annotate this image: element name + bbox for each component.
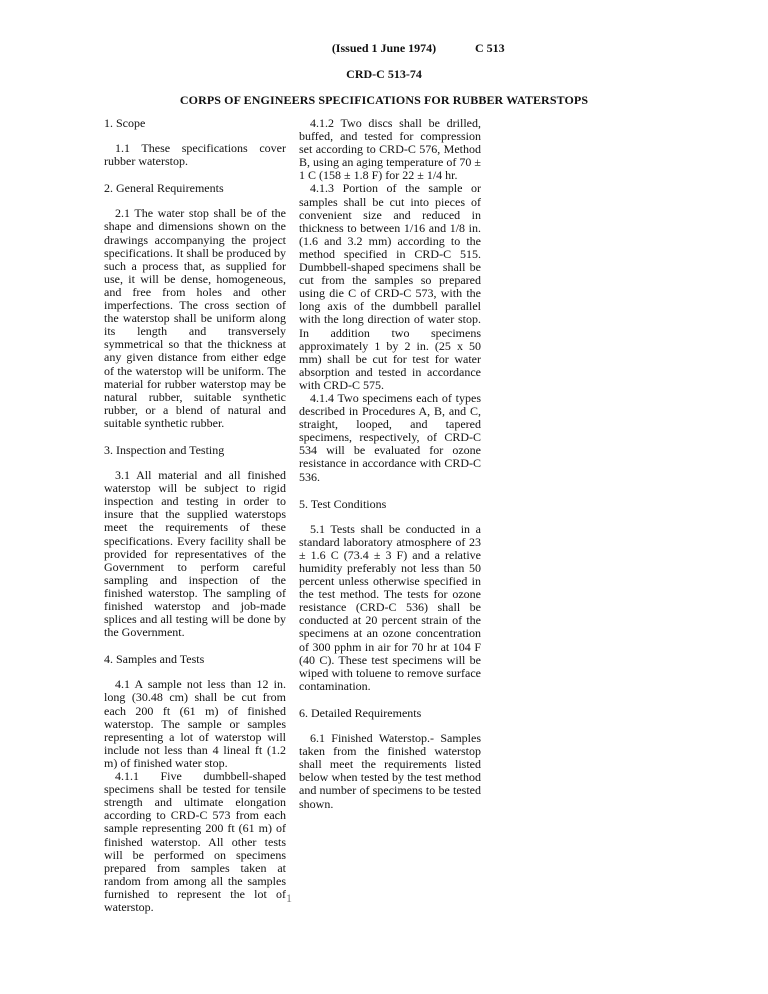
page-number: 1 — [286, 891, 292, 905]
paragraph-4-1-4: 4.1.4 Two specimens each of types described in Procedures A, B, and C, straight, looped, and tapered specimens, respectively, of CRD-C 534 will be evaluated for ozone resistance in accordance with CRD-C 536. — [299, 390, 481, 484]
paragraph-6-1: 6.1 Finished Waterstop.- Samples taken from the finished waterstop shall meet the requirements listed below when tested by the test method and number of specimens to be tested shown. — [299, 731, 481, 811]
section-heading-general: 2. General Requirements — [104, 181, 224, 196]
paragraph-2-1: 2.1 The water stop shall be of the shape and dimensions shown on the drawings accompanying the project specifications. It shall be produced by such a process that, as supplied for use, it will be dense, homogeneous, and free from holes and other imperfections. The cross section of the waterstop shall be uniform along its length and transversely symmetrical so that the thickness at any given distance from either edge of the waterstop will be uniform. The material for rubber waterstop may be natural rubber, suitable synthetic rubber, or a blend of natural and suitable synthetic rubber. — [104, 206, 286, 430]
paragraph-4-1-2: 4.1.2 Two discs shall be drilled, buffed, and tested for compression set according to CRD-C 576, Method B, using an aging temperature of 70 ± 1 C (158 ± 1.8 F) for 22 ± 1/4 hr. — [299, 116, 481, 183]
document-title: CORPS OF ENGINEERS SPECIFICATIONS FOR RUBBER WATERSTOPS — [179, 93, 589, 107]
section-heading-conditions: 5. Test Conditions — [299, 496, 387, 511]
paragraph-4-1-3: 4.1.3 Portion of the sample or samples shall be cut into pieces of convenient size and reduced in thickness to between 1/16 and 1/8 in. (1.6 and 3.2 mm) according to the method specified in CRD-C 515. Dumbbell-shaped specimens shall be cut from the samples so prepared using die C of CRD-C 573, with the long axis of the dumbbell parallel with the long direction of water stop. In addition two specimens approximately 1 by 2 in. (25 x 50 mm) shall be cut for test for water absorption and tested in accordance with CRD-C 575. — [299, 181, 481, 392]
document-code: C 513 — [475, 41, 505, 55]
right-column — [299, 117, 481, 811]
paragraph-5-1: 5.1 Tests shall be conducted in a standard laboratory atmosphere of 23 ± 1.6 C (73.4 ± 3 F) and a relative humidity preferably not less than 50 percent unless otherwise specified in the test method. The tests for ozone resistance (CRD-C 536) shall be conducted at 20 percent strain of the specimens at an ozone concentration of 300 pphm in air for 70 hr at 104 F (40 C). These test specimens will be wiped with toluene to remove surface contamination. — [299, 521, 481, 693]
paragraph-4-1: 4.1 A sample not less than 12 in. long (30.48 cm) shall be cut from each 200 ft (61 m) of finished waterstop. The sample or samples representing a lot of waterstop will include not less than 4 lineal ft (1.2 m) of finished water stop. — [104, 677, 286, 770]
section-heading-samples: 4. Samples and Tests — [104, 652, 205, 667]
section-heading-detailed: 6. Detailed Requirements — [299, 705, 422, 720]
document-designation: CRD-C 513-74 — [346, 67, 422, 81]
left-column — [104, 117, 286, 914]
issued-date: (Issued 1 June 1974) — [331, 41, 437, 55]
section-heading-scope: 1. Scope — [104, 116, 146, 130]
paragraph-3-1: 3.1 All material and all finished waterstop will be subject to rigid inspection and testing in order to insure that the supplied waterstops meet the requirements of these specifications. Every facility shall be provided for representatives of the Government to perform careful sampling and inspection of the finished waterstop. The sampling of finished waterstop and job-made splices and all testing will be done by the Government. — [104, 468, 286, 640]
paragraph-1-1: 1.1 These specifications cover rubber waterstop. — [104, 141, 286, 169]
section-heading-inspection: 3. Inspection and Testing — [104, 442, 225, 457]
paragraph-4-1-1: 4.1.1 Five dumbbell-shaped specimens shall be tested for tensile strength and ultimate elongation according to CRD-C 573 from each sample representing 200 ft (61 m) of finished waterstop. All other tests will be performed on specimens prepared from samples taken at random from among all the samples furnished to represent the lot of waterstop. — [104, 769, 286, 914]
